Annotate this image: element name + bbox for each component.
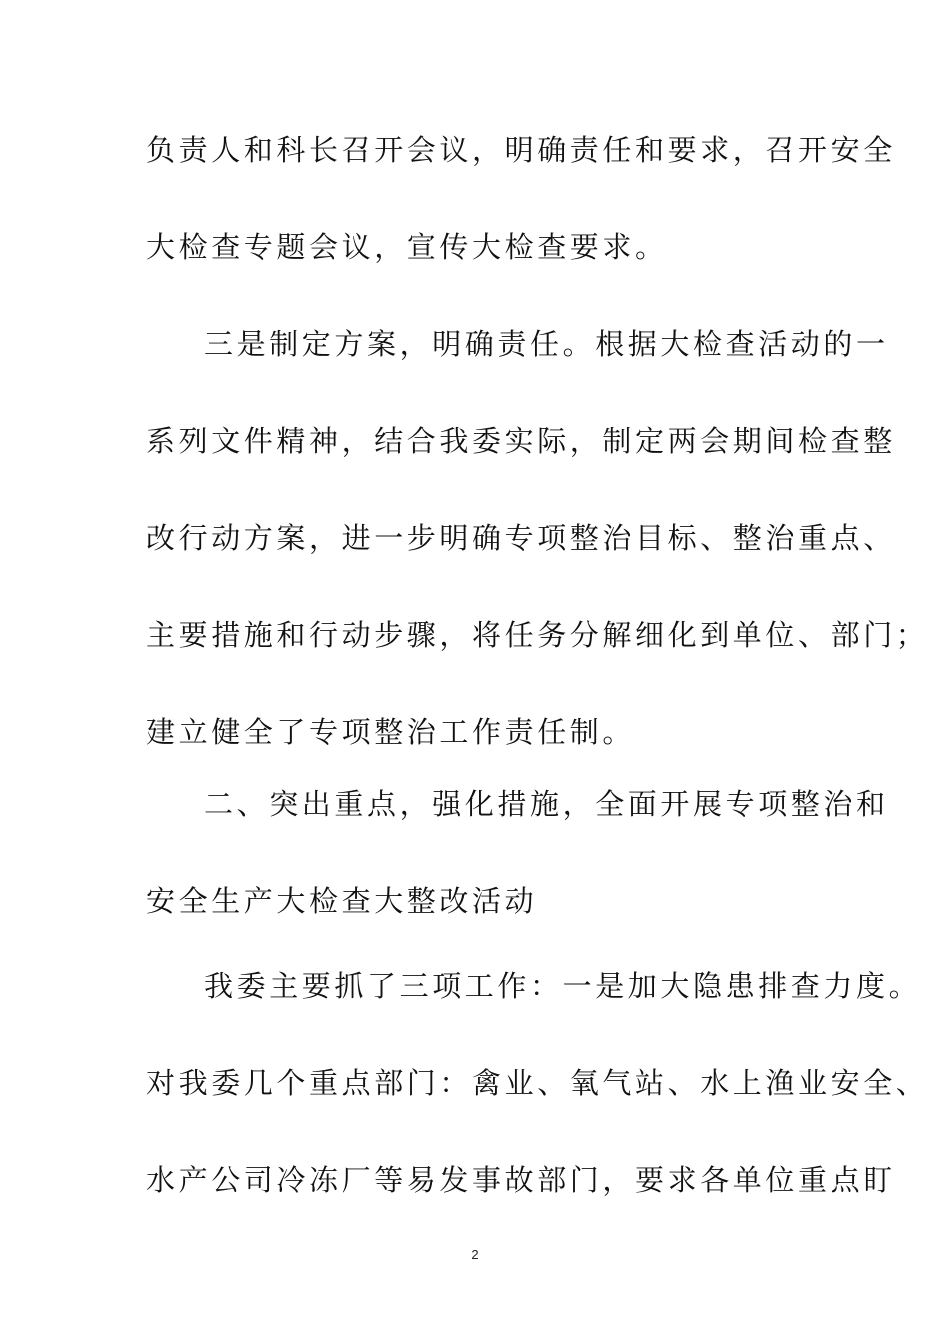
text-line: 大检查专题会议，宣传大检查要求。: [146, 230, 668, 264]
section-heading-line: 二、突出重点，强化措施，全面开展专项整治和: [204, 787, 889, 821]
page-number: 2: [471, 1247, 479, 1262]
text-line: 系列文件精神，结合我委实际，制定两会期间检查整: [146, 424, 896, 458]
text-line: 负责人和科长召开会议，明确责任和要求，召开安全: [146, 133, 896, 167]
text-line: 建立健全了专项整治工作责任制。: [146, 715, 636, 749]
text-line: 对我委几个重点部门：禽业、氧气站、水上渔业安全、: [146, 1066, 929, 1100]
text-line: 水产公司冷冻厂等易发事故部门，要求各单位重点盯: [146, 1163, 896, 1197]
paragraph-start-line: 三是制定方案，明确责任。根据大检查活动的一: [204, 327, 889, 361]
text-line: 主要措施和行动步骤，将任务分解细化到单位、部门；: [146, 618, 929, 652]
text-line: 改行动方案，进一步明确专项整治目标、整治重点、: [146, 521, 896, 555]
paragraph-start-line: 我委主要抓了三项工作：一是加大隐患排查力度。: [204, 969, 922, 1003]
section-heading-line: 安全生产大检查大整改活动: [146, 884, 538, 918]
